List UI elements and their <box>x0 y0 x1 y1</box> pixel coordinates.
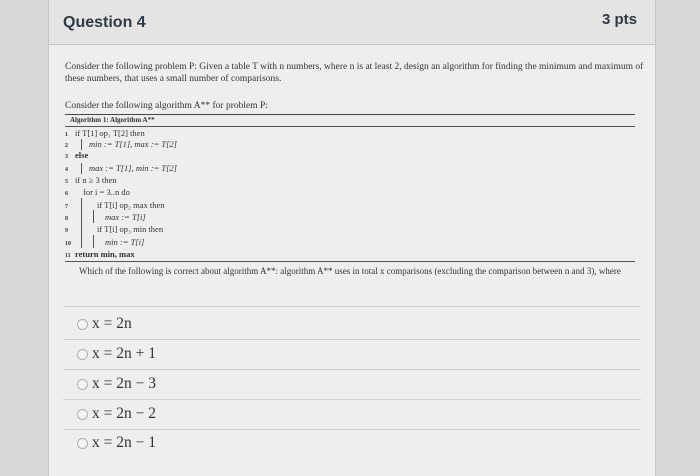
algorithm-caption-rule <box>65 126 635 127</box>
line-number: 8 <box>65 216 68 222</box>
answer-label: x = 2n − 1 <box>92 434 156 451</box>
line-number: 5 <box>65 179 68 185</box>
line-text: if T[i] op₃ min then <box>97 224 164 234</box>
line-number: 3 <box>65 154 68 160</box>
answer-label: x = 2n + 1 <box>92 345 156 362</box>
question-card <box>48 0 656 476</box>
indent-bar <box>93 235 94 248</box>
answer-divider <box>63 429 641 430</box>
algorithm-intro: Consider the following algorithm A** for problem P: <box>65 101 268 111</box>
algo-line-6 <box>65 187 130 200</box>
algorithm-box <box>65 114 635 258</box>
line-text: if T[i] op₂ max then <box>97 200 165 210</box>
line-text: if T[1] op₁ T[2] then <box>75 128 145 138</box>
algorithm-bottom-rule <box>65 261 635 262</box>
algorithm-top-rule <box>65 114 635 115</box>
line-number: 4 <box>65 167 68 173</box>
answer-label: x = 2n − 2 <box>92 405 156 422</box>
question-header <box>49 0 655 45</box>
answer-label: x = 2n − 3 <box>92 375 156 392</box>
line-number: 10 <box>65 241 71 247</box>
line-text: min := T[1], max := T[2] <box>89 139 177 149</box>
line-text: max := T[i] <box>105 212 146 222</box>
line-text: for i = 3..n do <box>83 187 130 197</box>
answer-label: x = 2n <box>92 315 132 332</box>
radio-button[interactable] <box>77 349 88 360</box>
question-title: Question 4 <box>63 14 146 31</box>
answer-option[interactable] <box>77 373 156 395</box>
line-text: min := T[i] <box>105 237 145 247</box>
algo-line-9 <box>65 224 163 237</box>
answer-option[interactable] <box>77 432 156 454</box>
line-text: return min, max <box>75 249 135 259</box>
line-number: 1 <box>65 132 68 138</box>
answer-divider <box>63 339 641 340</box>
indent-bar <box>93 210 94 223</box>
line-number: 11 <box>65 253 71 259</box>
radio-button[interactable] <box>77 438 88 449</box>
line-text: else <box>75 150 89 160</box>
answer-divider <box>63 399 641 400</box>
answer-divider <box>63 369 641 370</box>
line-number: 2 <box>65 143 68 149</box>
answer-option[interactable] <box>77 343 156 365</box>
indent-bar <box>81 198 82 248</box>
question-prompt: Which of the following is correct about algorithm A**: algorithm A** uses in total x comparisons (excluding the comparison between n and 3), where <box>79 266 621 276</box>
radio-button[interactable] <box>77 379 88 390</box>
line-number: 9 <box>65 228 68 234</box>
answer-option[interactable] <box>77 313 132 335</box>
radio-button[interactable] <box>77 319 88 330</box>
indent-bar <box>81 163 82 174</box>
algorithm-caption: Algorithm 1: Algorithm A** <box>70 116 155 124</box>
line-text: if n ≥ 3 then <box>75 175 117 185</box>
problem-statement: Consider the following problem P: Given a table T with n numbers, where n is at least 2, design an algorithm for finding the minimum and maximum of these numbers, that uses a small number of comparisons. <box>65 62 644 84</box>
algo-line-3 <box>65 150 88 163</box>
line-number: 7 <box>65 204 68 210</box>
answer-divider <box>63 306 641 307</box>
answer-option[interactable] <box>77 403 156 425</box>
radio-button[interactable] <box>77 409 88 420</box>
line-number: 6 <box>65 191 68 197</box>
indent-bar <box>81 139 82 150</box>
question-points: 3 pts <box>601 11 637 28</box>
line-text: max := T[1], min := T[2] <box>89 163 177 173</box>
